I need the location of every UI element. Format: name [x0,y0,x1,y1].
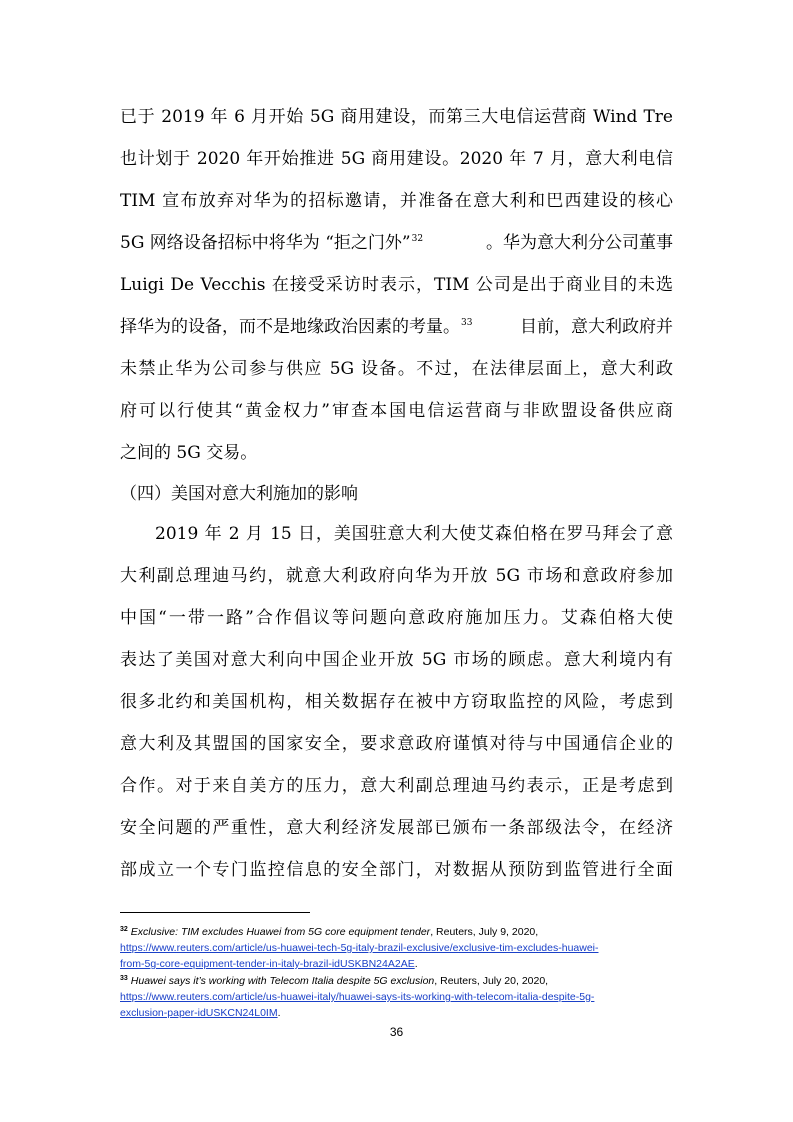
paragraph2-line-9: 部成立一个专门监控信息的安全部门，对数据从预防到监管进行全面 [120,860,673,880]
paragraph2-line-5: 很多北约和美国机构，相关数据存在被中方窃取监控的风险，考虑到 [120,692,673,712]
footnote-link[interactable]: exclusion-paper-idUSKCN24L0IM [120,1007,278,1019]
paragraph2-line-8: 安全问题的严重性，意大利经济发展部已颁布一条部级法令，在经济 [120,818,673,838]
paragraph2-line-2: 大利副总理迪马约，就意大利政府向华为开放 5G 市场和意政府参加 [120,566,673,586]
footnote-link[interactable]: https://www.reuters.com/article/us-huawei-tech-5g-italy-brazil-exclusive/exclusive-tim-excludes-huawei- [120,942,599,954]
body-line-6 [120,315,673,339]
footnote-33-url-line-2[interactable] [120,1007,680,1020]
body-line-4-tail: 。华为意大利分公司董事 [486,233,673,253]
footnote-link-end: . [414,958,418,970]
footnote-title: Exclusive: TIM excludes Huawei from 5G core equipment tender [130,926,431,938]
footnote-ref-32[interactable]: 32 [411,234,424,244]
paragraph2-line-4: 表达了美国对意大利向中国企业开放 5G 市场的顾虑。意大利境内有 [120,650,673,670]
body-line-4 [120,231,673,255]
footnote-link[interactable]: https://www.reuters.com/article/us-huawei-italy/huawei-says-its-working-with-telecom-italia-despite-5g- [120,991,595,1003]
footnote-link-end: . [277,1007,281,1019]
body-line-7: 未禁止华为公司参与供应 5G 设备。不过，在法律层面上，意大利政 [120,359,673,379]
body-line-6-tail: 目前，意大利政府并 [520,317,673,337]
footnote-title: Huawei says it’s working with Telecom Italia despite 5G exclusion [130,975,435,987]
footnote-divider [120,912,310,913]
footnote-32 [120,926,680,940]
body-line-5: Luigi De Vecchis 在接受采访时表示，TIM 公司是出于商业目的未选 [120,275,673,295]
footnote-number: 33 [120,975,128,982]
paragraph2-line-3: 中国“一带一路”合作倡议等问题向意政府施加压力。艾森伯格大使 [120,608,673,628]
footnote-link[interactable]: from-5g-core-equipment-tender-in-italy-brazil-idUSKBN24A2AE [120,958,415,970]
footnote-32-url-line-2[interactable] [120,958,680,971]
footnote-33-url-line-1[interactable] [120,991,680,1004]
paragraph2-line-7: 合作。对于来自美方的压力，意大利副总理迪马约表示，正是考虑到 [120,776,673,796]
footnote-33 [120,975,680,989]
footnote-source: , Reuters, July 9, 2020, [430,926,539,938]
page-number: 36 [389,1025,404,1039]
body-line-2: 也计划于 2020 年开始推进 5G 商用建设。2020 年 7 月，意大利电信 [120,149,673,169]
body-line-3: TIM 宣布放弃对华为的招标邀请，并准备在意大利和巴西建设的核心 [120,191,673,211]
footnote-source: , Reuters, July 20, 2020, [434,975,549,987]
footnote-number: 32 [120,926,128,933]
section-heading: （四）美国对意大利施加的影响 [120,484,358,504]
body-line-4-head: 5G 网络设备招标中将华为 “拒之门外” [120,233,411,253]
paragraph2-line-6: 意大利及其盟国的国家安全，要求意政府谨慎对待与中国通信企业的 [120,734,673,754]
body-line-8: 府可以行使其“黄金权力”审查本国电信运营商与非欧盟设备供应商 [120,401,673,421]
paragraph2-line-1: 2019 年 2 月 15 日，美国驻意大利大使艾森伯格在罗马拜会了意 [155,524,673,544]
footnote-32-url-line-1[interactable] [120,942,680,955]
body-line-6-head: 择华为的设备，而不是地缘政治因素的考量。 [120,317,460,337]
footnote-ref-33[interactable]: 33 [461,318,473,328]
body-line-1: 已于 2019 年 6 月开始 5G 商用建设，而第三大电信运营商 Wind Tre [120,107,673,127]
body-line-9: 之间的 5G 交易。 [120,443,258,463]
